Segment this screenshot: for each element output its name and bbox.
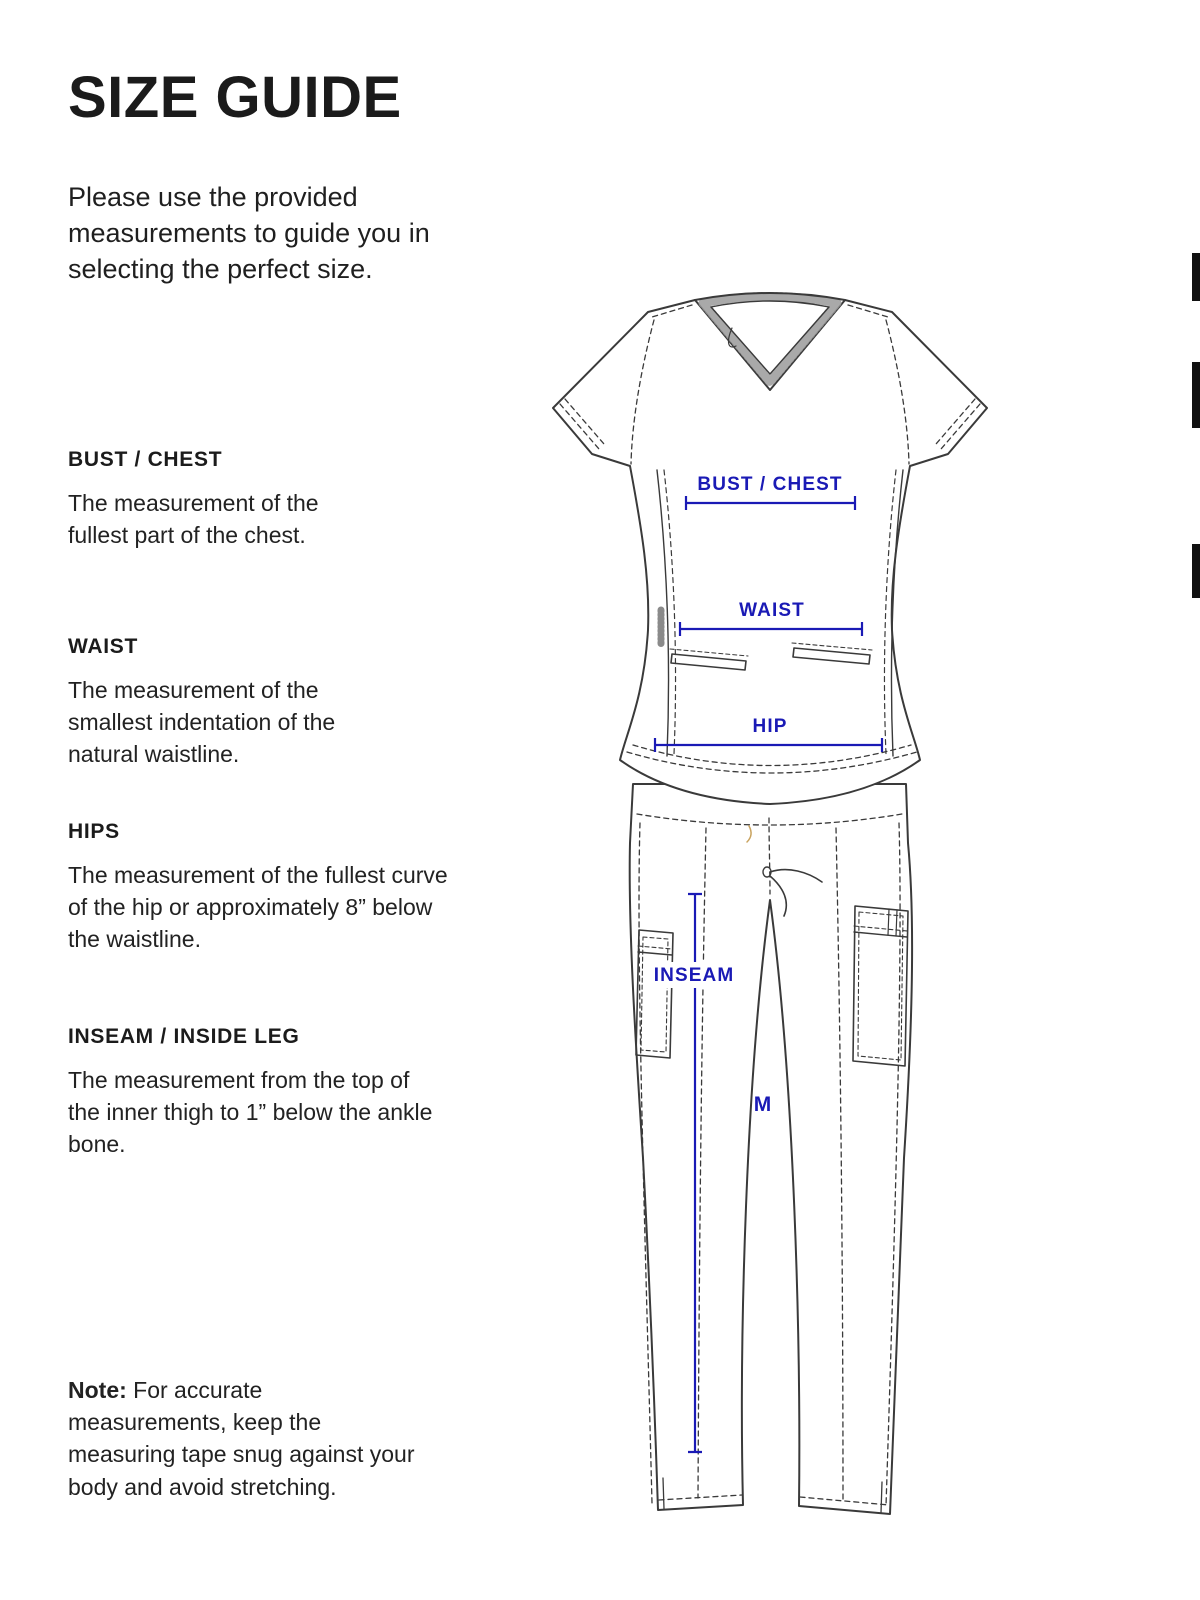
hip-measure-label: HIP: [752, 716, 788, 737]
note-text: [68, 1374, 418, 1503]
page-title: SIZE GUIDE: [68, 65, 402, 130]
section-inseam-heading: INSEAM / INSIDE LEG: [68, 1025, 300, 1048]
size-diagram-svg: [470, 278, 1090, 1568]
right-edge-artifact: [1192, 544, 1200, 598]
right-edge-artifact: [1192, 253, 1200, 301]
note-label: Note:: [68, 1377, 127, 1403]
section-waist: [68, 635, 393, 771]
section-hips: [68, 820, 456, 956]
section-hips-body: The measurement of the fullest curve of the hip or approximately 8” below the waistline.: [68, 862, 448, 953]
section-bust-body: The measurement of the fullest part of the chest.: [68, 490, 319, 549]
section-waist-body: The measurement of the smallest indentation of the natural waistline.: [68, 677, 336, 768]
section-hips-heading: HIPS: [68, 820, 120, 843]
scrubs-size-diagram: [470, 278, 1090, 1568]
section-bust-heading: BUST / CHEST: [68, 448, 223, 471]
note-body: For accurate measurements, keep the measuring tape snug against your body and avoid stretching.: [68, 1377, 415, 1500]
intro-text: Please use the provided measurements to guide you in selecting the perfect size.: [68, 182, 430, 284]
size-letter-label: M: [753, 1093, 773, 1116]
section-waist-heading: WAIST: [68, 635, 138, 658]
pants-outline: [630, 784, 912, 1514]
section-inseam-body: The measurement from the top of the inner thigh to 1” below the ankle bone.: [68, 1067, 433, 1158]
section-bust: [68, 448, 368, 551]
inseam-measure-label: INSEAM: [653, 965, 735, 986]
scrub-pants-drawing: [630, 784, 912, 1514]
right-edge-artifact: [1192, 362, 1200, 428]
waist-measure-label: WAIST: [739, 600, 805, 621]
bust-measure-label: BUST / CHEST: [697, 474, 843, 495]
section-inseam: [68, 1025, 440, 1161]
